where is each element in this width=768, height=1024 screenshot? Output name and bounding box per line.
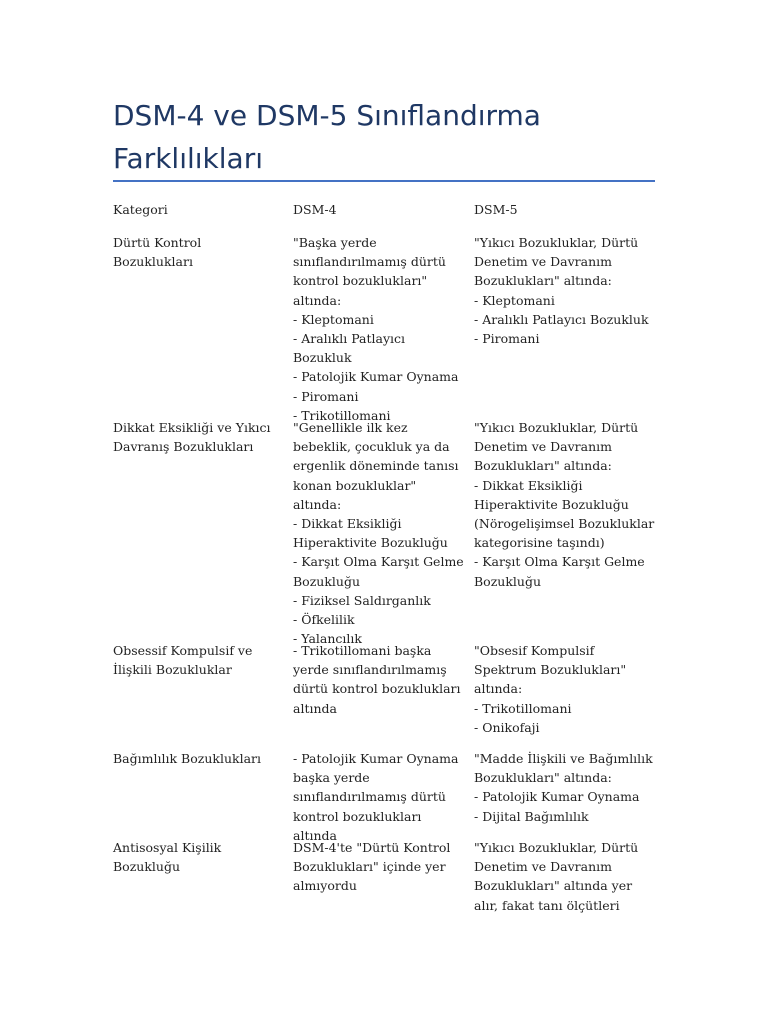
dsm4-cell: "Genellikle ilk kez bebeklik, çocukluk ya da ergenlik döneminde tanısı konan bozukluklar" altında: - Dikkat Eksikliği Hiperaktivite Bozukluğu - Karşıt Olma Karşıt Gelme Bozukluğu - Fiziksel Saldırganlık - Öfkelilik - Yalancılık [293, 420, 464, 647]
table-row [113, 418, 673, 647]
header-dsm5: DSM-5 [474, 202, 518, 217]
table-row [113, 749, 673, 843]
title-underline [113, 180, 655, 182]
category-cell: Antisosyal Kişilik Bozukluğu [113, 840, 222, 875]
dsm5-cell: "Yıkıcı Bozukluklar, Dürtü Denetim ve Davranım Bozuklukları" altında: - Kleptomani - Aralıklı Patlayıcı Bozukluk - Piromani [474, 235, 649, 347]
table-header-row [113, 200, 673, 233]
table-row [113, 641, 673, 749]
header-dsm4: DSM-4 [293, 202, 337, 217]
category-cell: Obsessif Kompulsif ve İlişkili Bozukluklar [113, 643, 253, 678]
dsm5-cell: "Yıkıcı Bozukluklar, Dürtü Denetim ve Davranım Bozuklukları" altında yer alır, fakat tanı ölçütleri [474, 840, 639, 913]
table-row [113, 838, 673, 958]
comparison-table [113, 200, 673, 958]
category-cell: Dikkat Eksikliği ve Yıkıcı Davranış Bozuklukları [113, 420, 271, 455]
dsm4-cell: DSM-4'te "Dürtü Kontrol Bozuklukları" içinde yer almıyordu [293, 840, 451, 894]
dsm5-cell: "Obsesif Kompulsif Spektrum Bozuklukları" altında: - Trikotillomani - Onikofaji [474, 643, 627, 735]
category-cell: Bağımlılık Bozuklukları [113, 751, 261, 766]
dsm4-cell: - Patolojik Kumar Oynama başka yerde sınıflandırılmamış dürtü kontrol bozuklukları altında [293, 751, 459, 843]
dsm4-cell: "Başka yerde sınıflandırılmamış dürtü kontrol bozuklukları" altında: - Kleptomani - Aralıklı Patlayıcı Bozukluk - Patolojik Kumar Oynama - Piromani - Trikotillomani [293, 235, 459, 423]
category-cell: Dürtü Kontrol Bozuklukları [113, 235, 202, 270]
dsm5-cell: "Yıkıcı Bozukluklar, Dürtü Denetim ve Davranım Bozuklukları" altında: - Dikkat Eksikliği Hiperaktivite Bozukluğu (Nörogelişimsel Bozukluklar kategorisine taşındı) - Karşıt Olma Karşıt Gelme Bozukluğu [474, 420, 655, 589]
dsm5-cell: "Madde İlişkili ve Bağımlılık Bozuklukları" altında: - Patolojik Kumar Oynama - Dijital Bağımlılık [474, 751, 653, 824]
document-title: DSM-4 ve DSM-5 Sınıflandırma Farklılıkları [113, 99, 541, 175]
table-row [113, 233, 673, 423]
dsm4-cell: - Trikotillomani başka yerde sınıflandırılmamış dürtü kontrol bozuklukları altında [293, 643, 461, 716]
header-category: Kategori [113, 202, 168, 217]
